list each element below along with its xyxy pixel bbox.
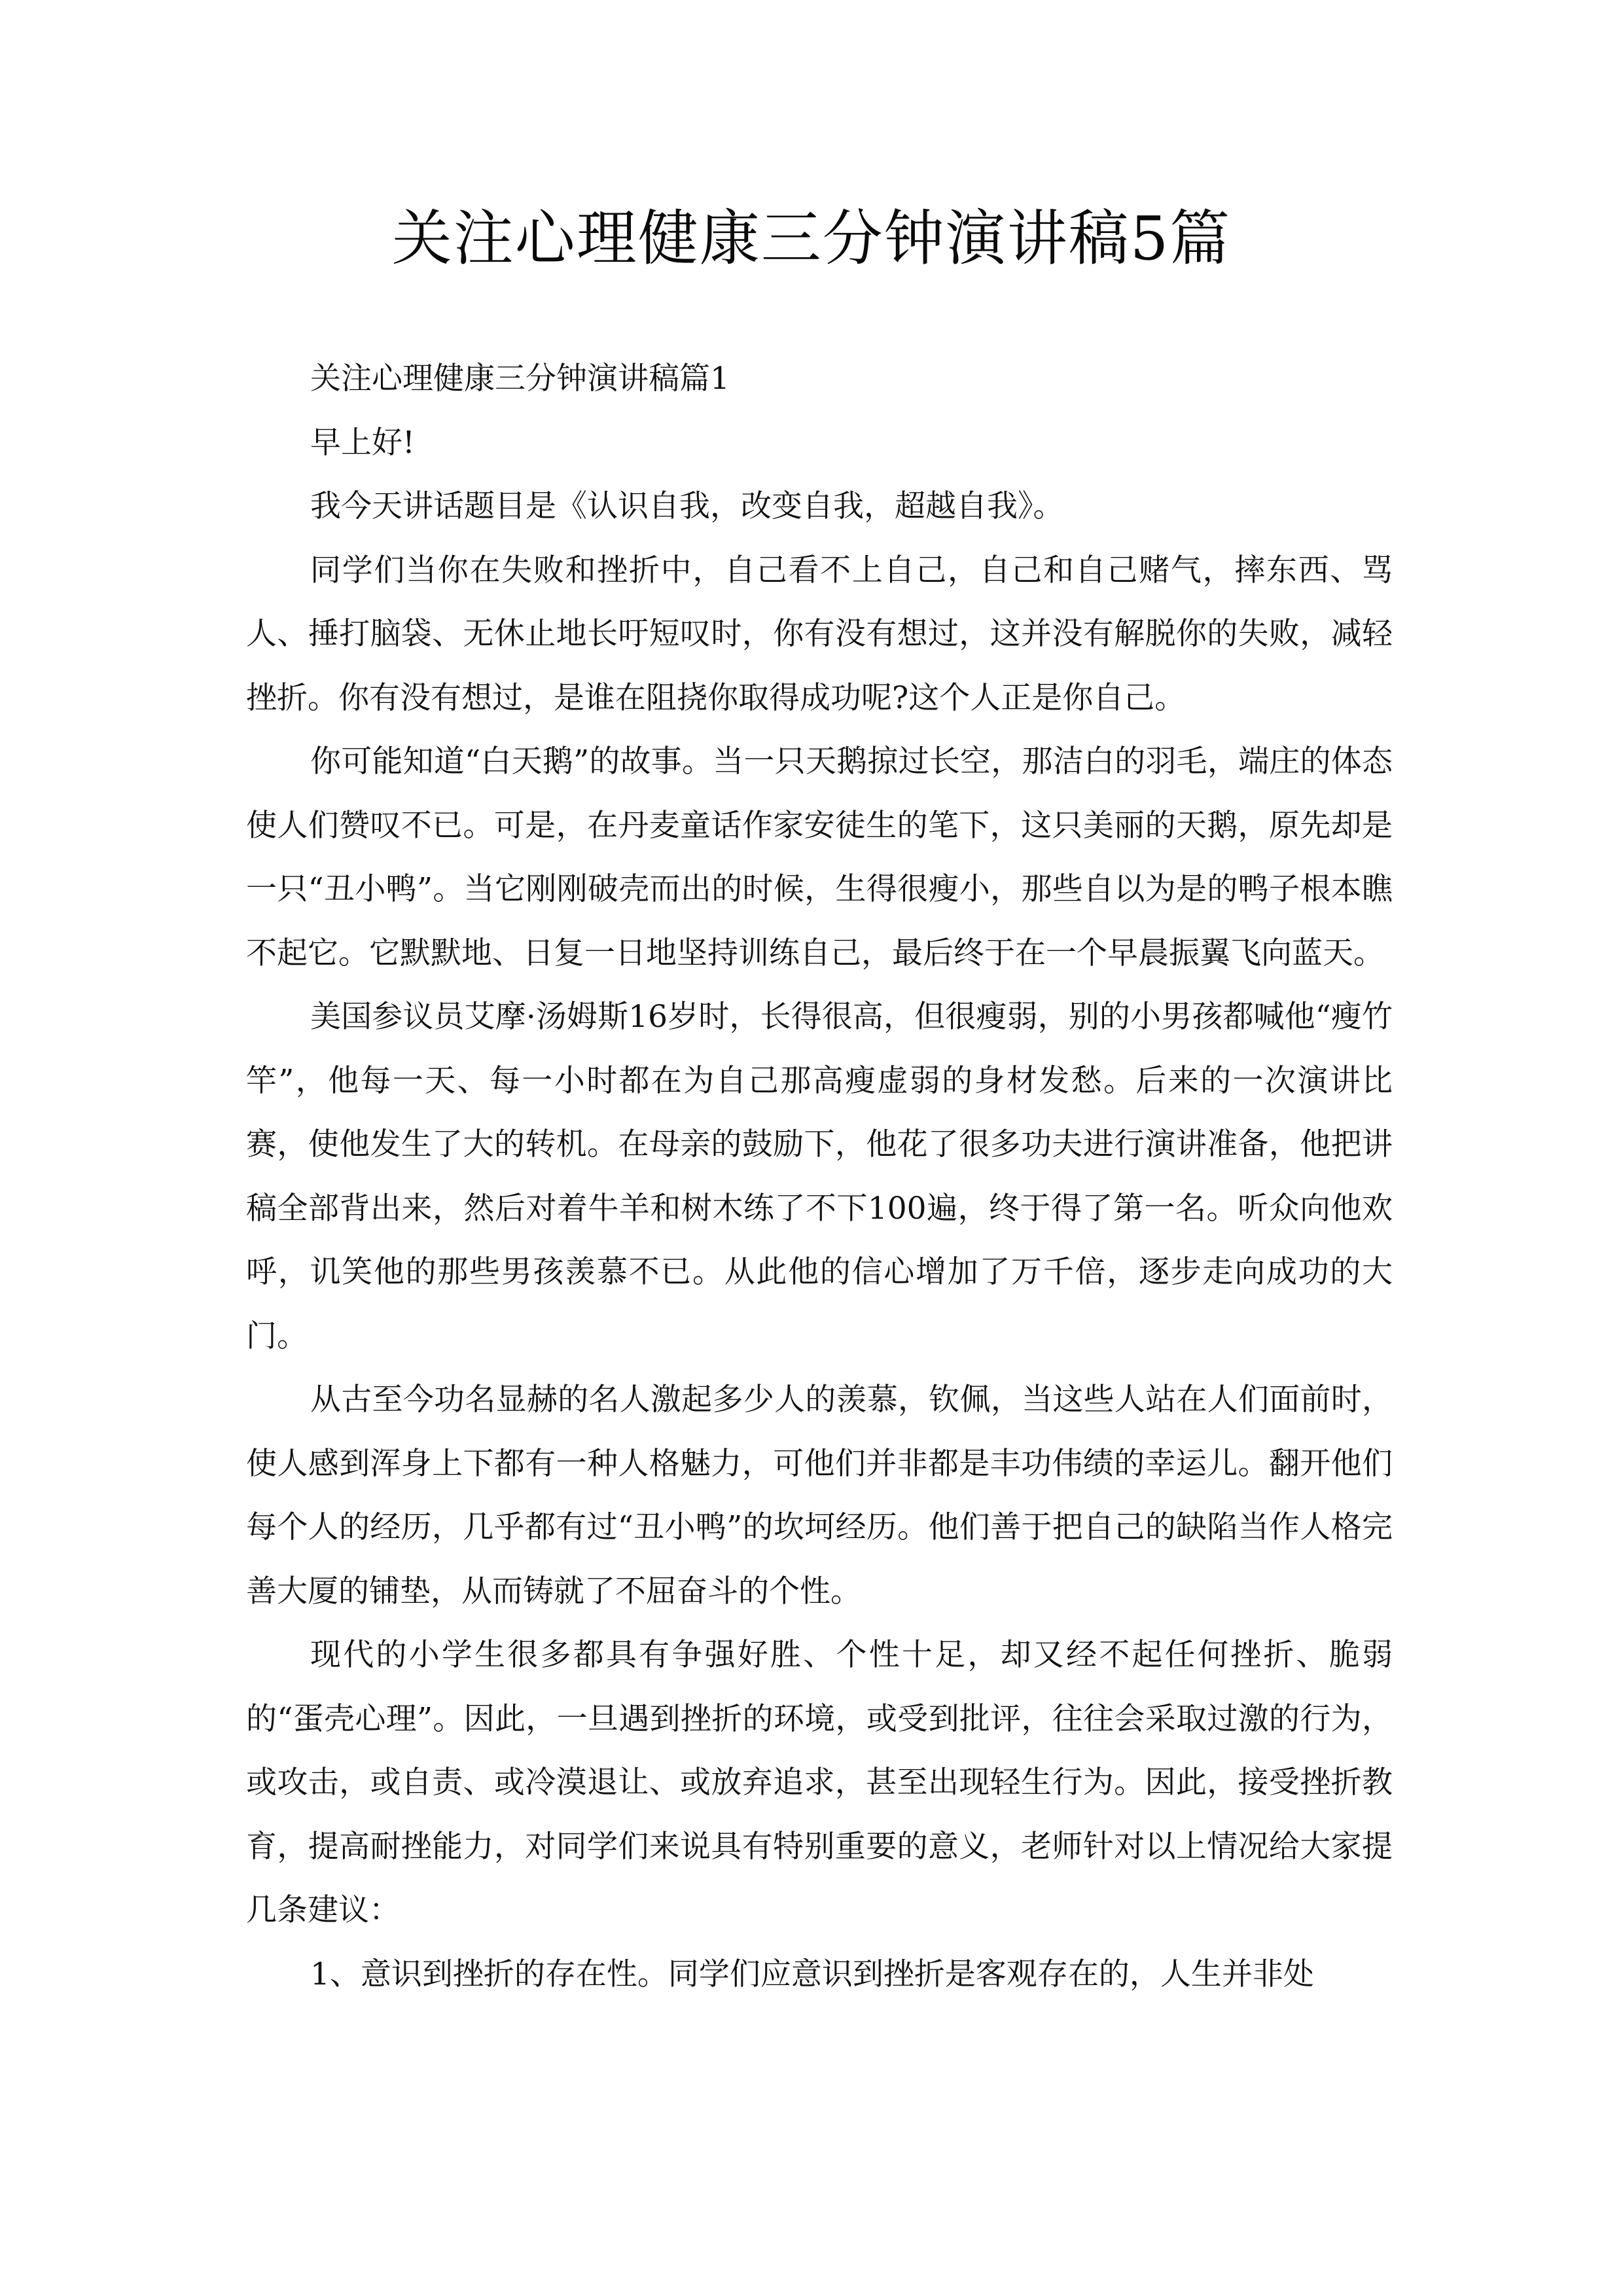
- body-paragraph: 从古至今功名显赫的名人激起多少人的羡慕，钦佩，当这些人站在人们面前时，使人感到浑身上下都有一种人格魅力，可他们并非都是丰功伟绩的幸运儿。翻开他们每个人的经历，几乎都有过“丑小鸭”的坎坷经历。他们善于把自己的缺陷当作人格完善大厦的铺垫，从而铸就了不屈奋斗的个性。: [246, 1382, 1393, 1609]
- list-item-paragraph: 1、意识到挫折的存在性。同学们应意识到挫折是客观存在的，人生并非处: [310, 1956, 1314, 1992]
- body-paragraph: 你可能知道“白天鹅”的故事。当一只天鹅掠过长空，那洁白的羽毛，端庄的体态使人们赞叹不已。可是，在丹麦童话作家安徒生的笔下，这只美丽的天鹅，原先却是一只“丑小鸭”。当它刚刚破壳而出的时候，生得很瘦小，那些自以为是的鸭子根本瞧不起它。它默默地、日复一日地坚持训练自己，最后终于在一个早晨振翼飞向蓝天。: [246, 744, 1393, 971]
- document-title: 关注心理健康三分钟演讲稿5篇: [391, 204, 1232, 274]
- body-paragraph: 现代的小学生很多都具有争强好胜、个性十足，却又经不起任何挫折、脆弱的“蛋壳心理”。因此，一旦遇到挫折的环境，或受到批评，往往会采取过激的行为，或攻击，或自责、或冷漠退让、或放弃追求，甚至出现轻生行为。因此，接受挫折教育，提高耐挫能力，对同学们来说具有特别重要的意义，老师针对以上情况给大家提几条建议：: [246, 1637, 1393, 1928]
- document-body: [246, 347, 1393, 2006]
- body-paragraph: 同学们当你在失败和挫折中，自己看不上自己，自己和自己赌气，摔东西、骂人、捶打脑袋、无休止地长吁短叹时，你有没有想过，这并没有解脱你的失败，减轻挫折。你有没有想过，是谁在阻挠你取得成功呢?这个人正是你自己。: [246, 552, 1393, 716]
- body-paragraph: 美国参议员艾摩·汤姆斯16岁时，长得很高，但很瘦弱，别的小男孩都喊他“瘦竹竿”，他每一天、每一小时都在为自己那高瘦虚弱的身材发愁。后来的一次演讲比赛，使他发生了大的转机。在母亲的鼓励下，他花了很多功夫进行演讲准备，他把讲稿全部背出来，然后对着牛羊和树木练了不下100遍，终于得了第一名。听众向他欢呼，讥笑他的那些男孩羡慕不已。从此他的信心增加了万千倍，逐步走向成功的大门。: [246, 999, 1393, 1354]
- section-heading: 关注心理健康三分钟演讲稿篇1: [310, 361, 730, 397]
- topic-paragraph: 我今天讲话题目是《认识自我，改变自我，超越自我》。: [310, 488, 1064, 524]
- greeting-paragraph: 早上好!: [310, 424, 415, 461]
